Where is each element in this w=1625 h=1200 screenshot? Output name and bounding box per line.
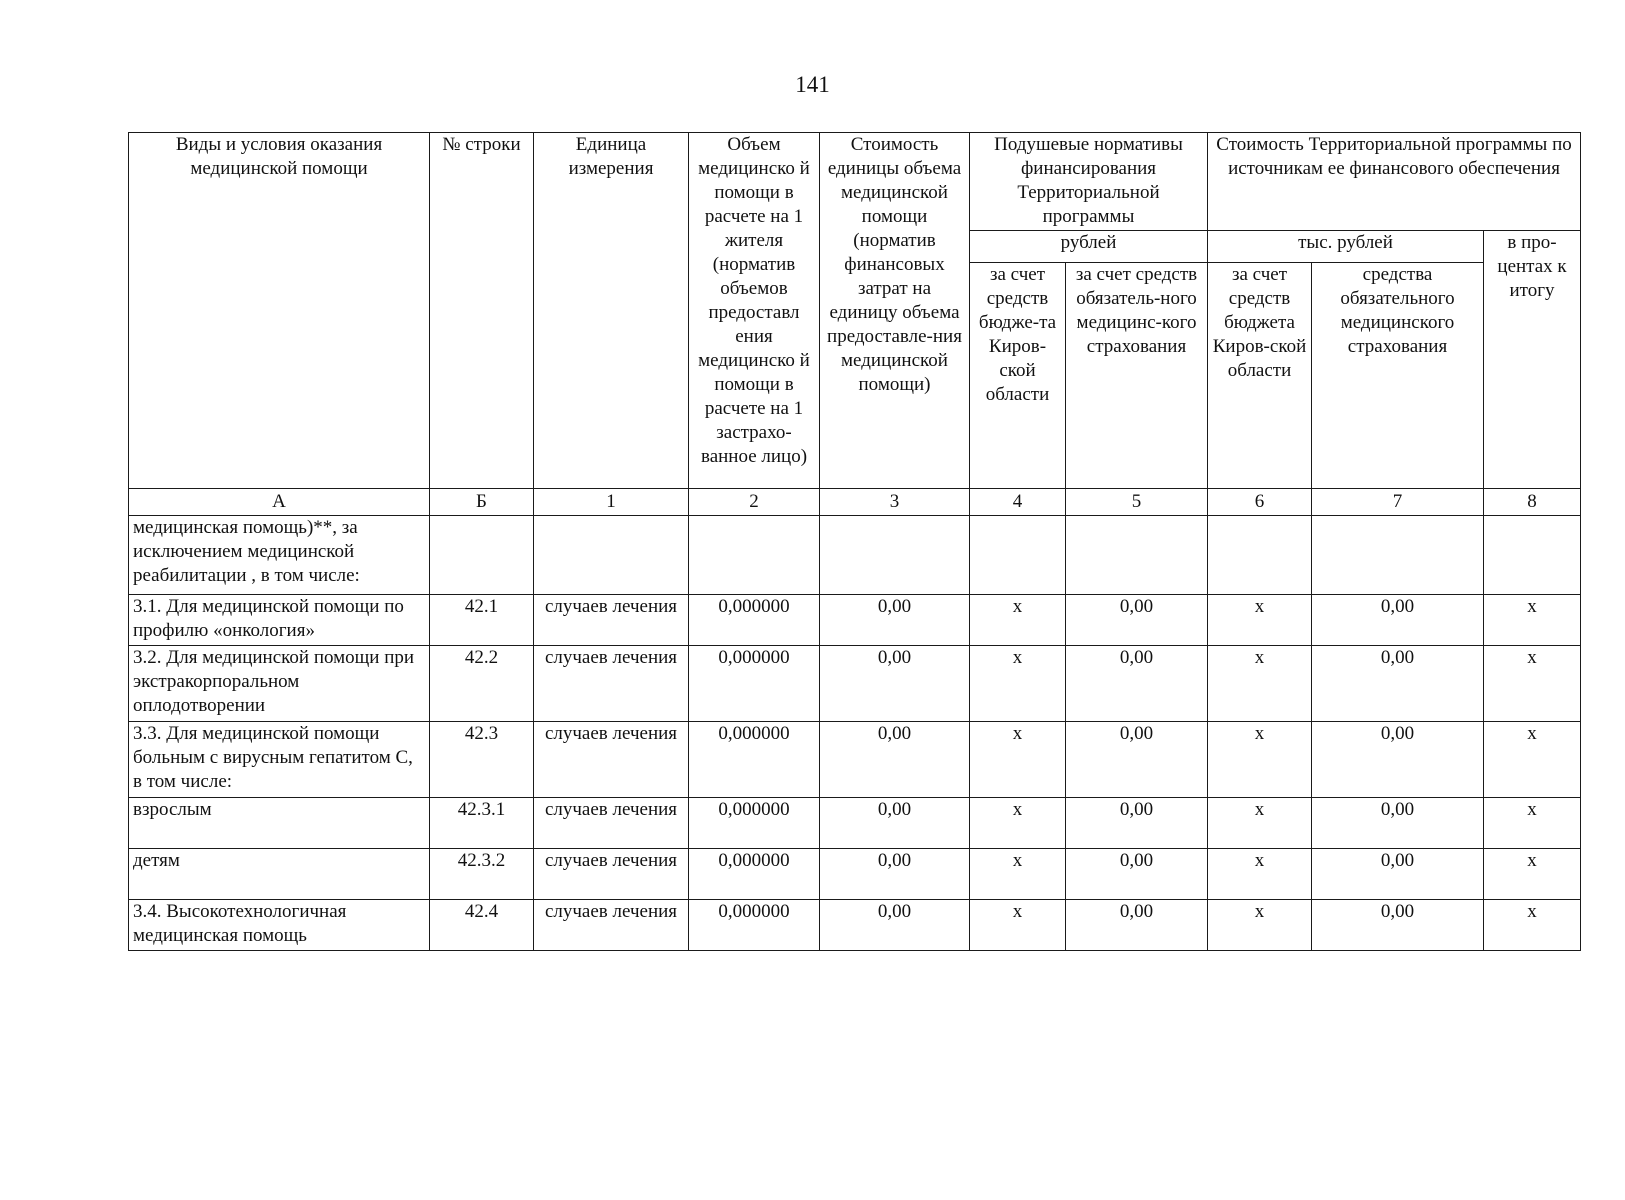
row-unit-cost: 0,00 <box>820 849 970 900</box>
header-col-8: в про-центах к итогу <box>1484 231 1581 489</box>
row-name: взрослым <box>129 798 430 849</box>
empty-cell <box>1208 516 1312 595</box>
header-col-a: Виды и условия оказания медицинской помощи <box>129 133 430 489</box>
row-oms-cost: 0,00 <box>1312 722 1484 798</box>
empty-cell <box>820 516 970 595</box>
empty-cell <box>970 516 1066 595</box>
row-budget-percapita: x <box>970 646 1066 722</box>
header-col-4: за счет средств бюдже-та Киров-ской области <box>970 263 1066 489</box>
row-unit-cost: 0,00 <box>820 722 970 798</box>
index-cell: 6 <box>1208 489 1312 516</box>
header-col-5: за счет средств обязатель-ного медицинс-кого страхования <box>1066 263 1208 489</box>
row-unit: случаев лечения <box>534 900 689 951</box>
row-percent: x <box>1484 646 1581 722</box>
row-volume: 0,000000 <box>689 722 820 798</box>
index-cell: 5 <box>1066 489 1208 516</box>
index-cell: 8 <box>1484 489 1581 516</box>
index-cell: 7 <box>1312 489 1484 516</box>
financing-table <box>128 132 1581 951</box>
row-volume: 0,000000 <box>689 595 820 646</box>
row-name: медицинская помощь)**, за исключением медицинской реабилитации , в том числе: <box>129 516 430 595</box>
index-cell: 2 <box>689 489 820 516</box>
row-number: 42.3.1 <box>430 798 534 849</box>
row-percent: x <box>1484 849 1581 900</box>
row-budget-percapita: x <box>970 900 1066 951</box>
row-number: 42.2 <box>430 646 534 722</box>
row-number: 42.3 <box>430 722 534 798</box>
row-number: 42.1 <box>430 595 534 646</box>
row-volume: 0,000000 <box>689 900 820 951</box>
index-cell: Б <box>430 489 534 516</box>
row-name: 3.3. Для медицинской помощи больным с вирусным гепатитом С, в том числе: <box>129 722 430 798</box>
row-oms-cost: 0,00 <box>1312 595 1484 646</box>
index-row <box>129 489 1581 516</box>
row-budget-percapita: x <box>970 595 1066 646</box>
row-oms-percapita: 0,00 <box>1066 849 1208 900</box>
row-budget-cost: x <box>1208 595 1312 646</box>
row-volume: 0,000000 <box>689 849 820 900</box>
financing-table-container <box>128 132 1580 951</box>
row-oms-percapita: 0,00 <box>1066 722 1208 798</box>
row-volume: 0,000000 <box>689 646 820 722</box>
row-oms-cost: 0,00 <box>1312 849 1484 900</box>
header-col-2: Объем медицинско й помощи в расчете на 1 жителя (норматив объемов предоставл ения медицинско й помощи в расчете на 1 застрахо-ванное лицо) <box>689 133 820 489</box>
index-cell: 3 <box>820 489 970 516</box>
row-percent: x <box>1484 900 1581 951</box>
table-row <box>129 798 1581 849</box>
table-row <box>129 900 1581 951</box>
row-budget-cost: x <box>1208 849 1312 900</box>
row-oms-percapita: 0,00 <box>1066 900 1208 951</box>
row-oms-cost: 0,00 <box>1312 798 1484 849</box>
row-budget-cost: x <box>1208 798 1312 849</box>
row-oms-cost: 0,00 <box>1312 900 1484 951</box>
row-oms-percapita: 0,00 <box>1066 646 1208 722</box>
row-unit: случаев лечения <box>534 849 689 900</box>
header-group-cost: Стоимость Территориальной программы по источникам ее финансового обеспечения <box>1208 133 1581 231</box>
row-oms-percapita: 0,00 <box>1066 798 1208 849</box>
row-unit: случаев лечения <box>534 798 689 849</box>
row-unit-cost: 0,00 <box>820 900 970 951</box>
header-row-1 <box>129 133 1581 231</box>
row-unit: случаев лечения <box>534 595 689 646</box>
table-row <box>129 595 1581 646</box>
row-percent: x <box>1484 722 1581 798</box>
index-cell: 4 <box>970 489 1066 516</box>
empty-cell <box>1312 516 1484 595</box>
index-cell: А <box>129 489 430 516</box>
table-row-continuation <box>129 516 1581 595</box>
table-row <box>129 849 1581 900</box>
row-unit-cost: 0,00 <box>820 595 970 646</box>
header-unit-thousand-rub: тыс. рублей <box>1208 231 1484 263</box>
row-percent: x <box>1484 595 1581 646</box>
table-row <box>129 722 1581 798</box>
header-unit-rub: рублей <box>970 231 1208 263</box>
row-budget-percapita: x <box>970 722 1066 798</box>
row-name: детям <box>129 849 430 900</box>
header-col-1: Единица измерения <box>534 133 689 489</box>
empty-cell <box>689 516 820 595</box>
row-oms-cost: 0,00 <box>1312 646 1484 722</box>
page-number: 141 <box>795 72 830 97</box>
empty-cell <box>1066 516 1208 595</box>
row-name: 3.4. Высокотехнологичная медицинская помощь <box>129 900 430 951</box>
row-name: 3.1. Для медицинской помощи по профилю «онкология» <box>129 595 430 646</box>
row-budget-cost: x <box>1208 646 1312 722</box>
empty-cell <box>430 516 534 595</box>
row-budget-cost: x <box>1208 722 1312 798</box>
table-row <box>129 646 1581 722</box>
row-volume: 0,000000 <box>689 798 820 849</box>
row-number: 42.3.2 <box>430 849 534 900</box>
row-number: 42.4 <box>430 900 534 951</box>
header-col-b: № строки <box>430 133 534 489</box>
header-group-percapita: Подушевые нормативы финансирования Территориальной программы <box>970 133 1208 231</box>
row-unit: случаев лечения <box>534 722 689 798</box>
header-col-6: за счет средств бюджета Киров-ской области <box>1208 263 1312 489</box>
row-budget-percapita: x <box>970 849 1066 900</box>
empty-cell <box>1484 516 1581 595</box>
row-budget-percapita: x <box>970 798 1066 849</box>
row-budget-cost: x <box>1208 900 1312 951</box>
empty-cell <box>534 516 689 595</box>
header-col-7: средства обязательного медицинского страхования <box>1312 263 1484 489</box>
row-name: 3.2. Для медицинской помощи при экстракорпоральном оплодотворении <box>129 646 430 722</box>
index-cell: 1 <box>534 489 689 516</box>
row-unit: случаев лечения <box>534 646 689 722</box>
row-oms-percapita: 0,00 <box>1066 595 1208 646</box>
row-percent: x <box>1484 798 1581 849</box>
header-col-3: Стоимость единицы объема медицинской помощи (норматив финансовых затрат на единицу объема предоставле-ния медицинской помощи) <box>820 133 970 489</box>
row-unit-cost: 0,00 <box>820 798 970 849</box>
row-unit-cost: 0,00 <box>820 646 970 722</box>
